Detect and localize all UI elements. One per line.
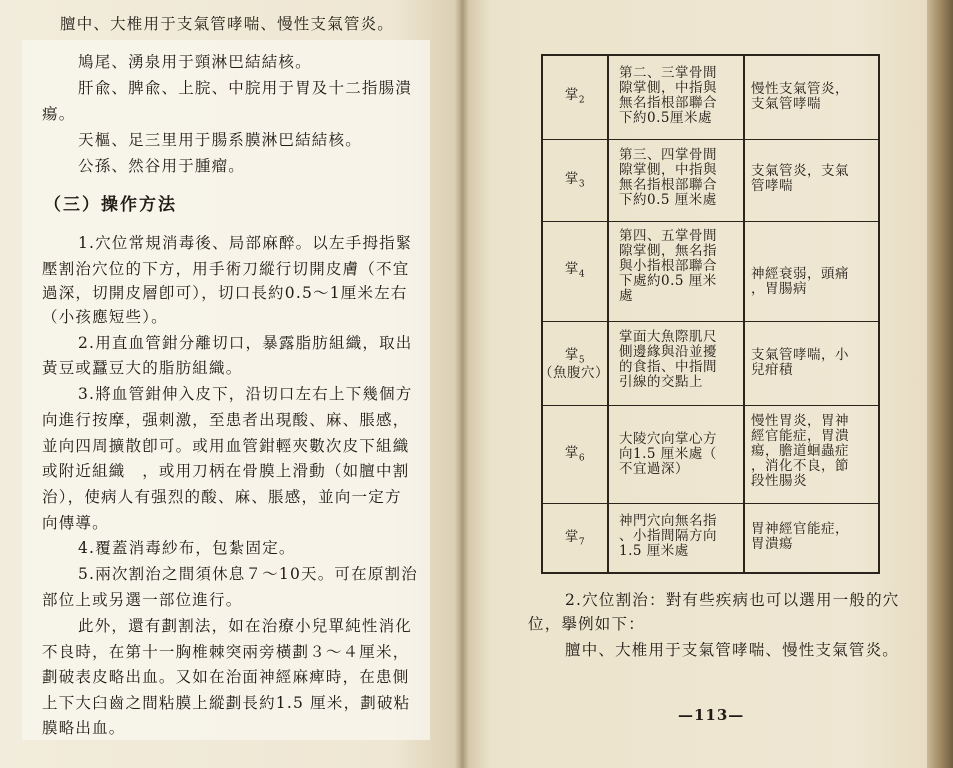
point-indication: 支氣管哮喘，小 兒疳積 xyxy=(751,347,849,378)
table-row xyxy=(543,139,878,221)
text-line-27: 膜略出血。 xyxy=(42,719,126,737)
table-row xyxy=(543,405,878,503)
text-line-8: 1.穴位常規消毒後、局部麻醉。以左手拇指緊 xyxy=(78,234,413,252)
text-line-11: （小孩應短些）。 xyxy=(42,308,168,326)
point-alias: （魚腹穴） xyxy=(539,365,609,381)
point-indication: 神經衰弱，頭痛 ，胃腸病 xyxy=(751,266,849,297)
point-name: 掌$_2$ xyxy=(564,87,586,106)
text-line-22: 部位上或另選一部位進行。 xyxy=(42,591,243,609)
point-name: 掌$_6$ xyxy=(564,445,586,464)
acupoint-table xyxy=(541,54,880,574)
point-location: 第二、三掌骨間 隙掌側，中指與 無名指根部聯合 下約0.5厘米處 xyxy=(619,65,717,126)
right-text-line-3: 膻中、大椎用于支氣管哮喘、慢性支氣管炎。 xyxy=(565,641,900,659)
right-text-line-2: 位，擧例如下： xyxy=(528,615,645,633)
table-row xyxy=(539,321,878,405)
text-line-2: 鳩尾、湧泉用于頸淋巴結結核。 xyxy=(78,53,312,71)
point-location: 第四、五掌骨間 隙掌側，無名指 與小指根部聯合 下處約0.5 厘米 處 xyxy=(619,228,717,304)
text-line-9: 壓割治穴位的下方，用手術刀縱行切開皮膚（不宜 xyxy=(42,260,410,278)
text-line-21: 5.兩次割治之間須休息７～10天。可在原割治 xyxy=(78,565,418,583)
table-row xyxy=(543,503,878,572)
text-line-17: 或附近組織 ，或用刀柄在骨膜上滑動（如膻中割 xyxy=(42,462,410,480)
table-row xyxy=(543,221,878,321)
point-indication: 慢性胃炎，胃神 經官能症，胃潰 瘍，膽道蛔蟲症 ，消化不良，節 段性腸炎 xyxy=(751,413,849,489)
text-line-3: 肝兪、脾兪、上脘、中脘用于胃及十二指腸潰 xyxy=(78,79,413,97)
right-text-line-1: 2.穴位割治：對有些疾病也可以選用一般的穴 xyxy=(565,591,900,609)
text-line-15: 向進行按摩，强刺激，至患者出現酸、麻、脹感， xyxy=(42,411,410,429)
point-indication: 胃神經官能症， 胃潰瘍 xyxy=(751,521,849,552)
text-line-6: 公孫、然谷用于腫瘤。 xyxy=(78,157,246,175)
point-name: 掌$_4$ xyxy=(564,261,586,280)
text-line-4: 瘍。 xyxy=(42,105,76,123)
text-line-26: 上下大臼齒之間粘膜上縱劃長約1.5 厘米，劃破粘 xyxy=(42,694,411,712)
text-line-10: 過深，切開皮層卽可），切口長約0.5～1厘米左右 xyxy=(42,284,408,302)
text-line-24: 不良時，在第十一胸椎棘突兩旁橫劃３～４厘米， xyxy=(42,643,410,661)
section-heading: （三）操作方法 xyxy=(44,195,177,215)
point-name: 掌$_3$ xyxy=(564,171,586,190)
point-location: 第三、四掌骨間 隙掌側，中指與 無名指根部聯合 下約0.5 厘米處 xyxy=(619,147,717,208)
text-line-1: 膻中、大椎用于支氣管哮喘、慢性支氣管炎。 xyxy=(60,15,395,33)
point-indication: 慢性支氣管炎， 支氣管哮喘 xyxy=(751,81,849,112)
point-location: 大陵穴向掌心方 向1.5 厘米處（ 不宜過深） xyxy=(619,431,717,477)
point-location: 神門穴向無名指 、小指間隔方向 1.5 厘米處 xyxy=(619,513,717,559)
point-indication: 支氣管炎，支氣 管哮喘 xyxy=(751,163,849,194)
page-number: —113— xyxy=(678,706,745,724)
table-row xyxy=(543,56,878,139)
text-line-12: 2.用直血管鉗分離切口，暴露脂肪組織，取出 xyxy=(78,334,413,352)
text-line-16: 並向四周擴散卽可。或用血管鉗輕夾數次皮下組織 xyxy=(42,437,410,455)
text-line-25: 劃破表皮略出血。又如在治面神經麻痺時，在患側 xyxy=(42,668,410,686)
text-line-20: 4.覆蓋消毒紗布，包紮固定。 xyxy=(78,539,296,557)
book-gutter xyxy=(455,0,469,768)
text-line-14: 3.將血管鉗伸入皮下，沿切口左右上下幾個方 xyxy=(78,385,413,403)
point-name: 掌$_7$ xyxy=(564,529,586,548)
point-location: 掌面大魚際肌尺 側邊緣與沿並擾 的食指、中指間 引線的交點上 xyxy=(619,329,717,390)
point-name: 掌$_5$ xyxy=(564,347,586,366)
page-edge xyxy=(927,0,953,768)
text-line-18: 治），使病人有强烈的酸、麻、脹感，並向一定方 xyxy=(42,488,402,506)
text-line-19: 向傳導。 xyxy=(42,514,109,532)
text-line-5: 天樞、足三里用于腸系膜淋巴結結核。 xyxy=(78,131,362,149)
text-line-23: 此外，還有劃割法，如在治療小兒單純性消化 xyxy=(78,617,413,635)
text-line-13: 黃豆或蠶豆大的脂肪組織。 xyxy=(42,359,243,377)
